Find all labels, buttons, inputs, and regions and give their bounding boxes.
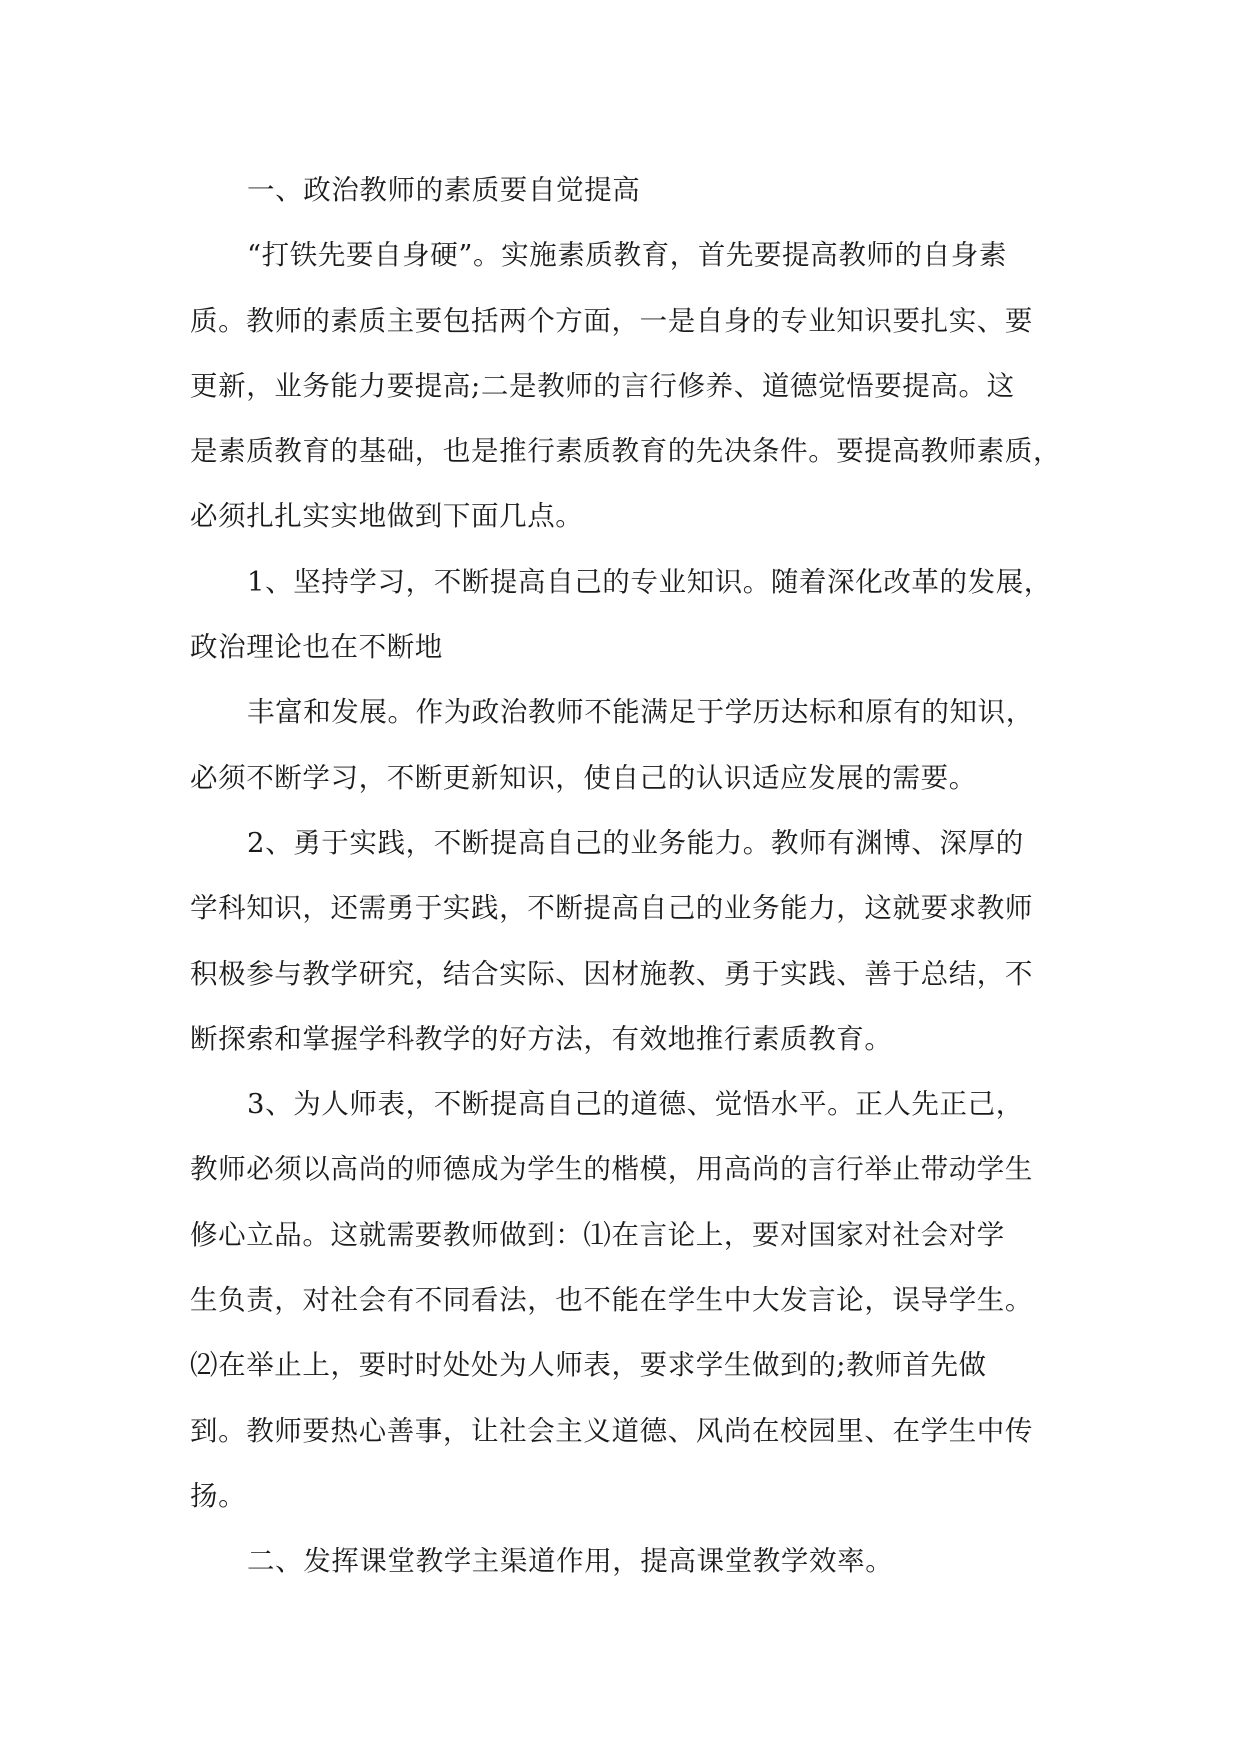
text-line: 3、为人师表，不断提高自己的道德、觉悟水平。正人先正己， — [247, 1088, 1024, 1121]
section-heading-1: 一、政治教师的素质要自觉提高 — [247, 174, 641, 206]
text-line: 积极参与教学研究，结合实际、因材施教、勇于实践、善于总结，不 — [190, 957, 1033, 990]
text-line: 教师必须以高尚的师德成为学生的楷模，用高尚的言行举止带动学生 — [190, 1153, 1033, 1186]
text-line: 质。教师的素质主要包括两个方面，一是自身的专业知识要扎实、要 — [190, 304, 1033, 337]
text-line: 必须不断学习，不断更新知识，使自己的认识适应发展的需要。 — [190, 761, 977, 794]
text-line: 政治理论也在不断地 — [190, 631, 443, 664]
section-heading-2: 二、发挥课堂教学主渠道作用，提高课堂教学效率。 — [247, 1545, 894, 1578]
text-line: 到。教师要热心善事，让社会主义道德、风尚在校园里、在学生中传 — [190, 1414, 1033, 1447]
text-line: 扬。 — [190, 1479, 247, 1512]
text-line: 更新，业务能力要提高;二是教师的言行修养、道德觉悟要提高。这 — [190, 369, 1015, 402]
text-line: 是素质教育的基础，也是推行素质教育的先决条件。要提高教师素质， — [190, 435, 1062, 468]
text-line: 必须扎扎实实地做到下面几点。 — [190, 500, 584, 533]
text-line: 学科知识，还需勇于实践，不断提高自己的业务能力，这就要求教师 — [190, 892, 1033, 925]
text-line: 断探索和掌握学科教学的好方法，有效地推行素质教育。 — [190, 1022, 893, 1055]
text-line: “打铁先要自身硬”。实施素质教育，首先要提高教师的自身素 — [247, 239, 1007, 272]
text-line: 2、勇于实践，不断提高自己的业务能力。教师有渊博、深厚的 — [247, 826, 1024, 859]
text-line: 1、坚持学习，不断提高自己的专业知识。随着深化改革的发展， — [247, 565, 1052, 598]
text-line: 修心立品。这就需要教师做到：⑴在言论上，要对国家对社会对学 — [190, 1218, 1005, 1251]
document-body — [190, 158, 1062, 1595]
text-line: 生负责，对社会有不同看法，也不能在学生中大发言论，误导学生。 — [190, 1284, 1033, 1317]
text-line: ⑵在举止上，要时时处处为人师表，要求学生做到的;教师首先做 — [190, 1349, 987, 1382]
text-line: 丰富和发展。作为政治教师不能满足于学历达标和原有的知识， — [247, 696, 1034, 729]
